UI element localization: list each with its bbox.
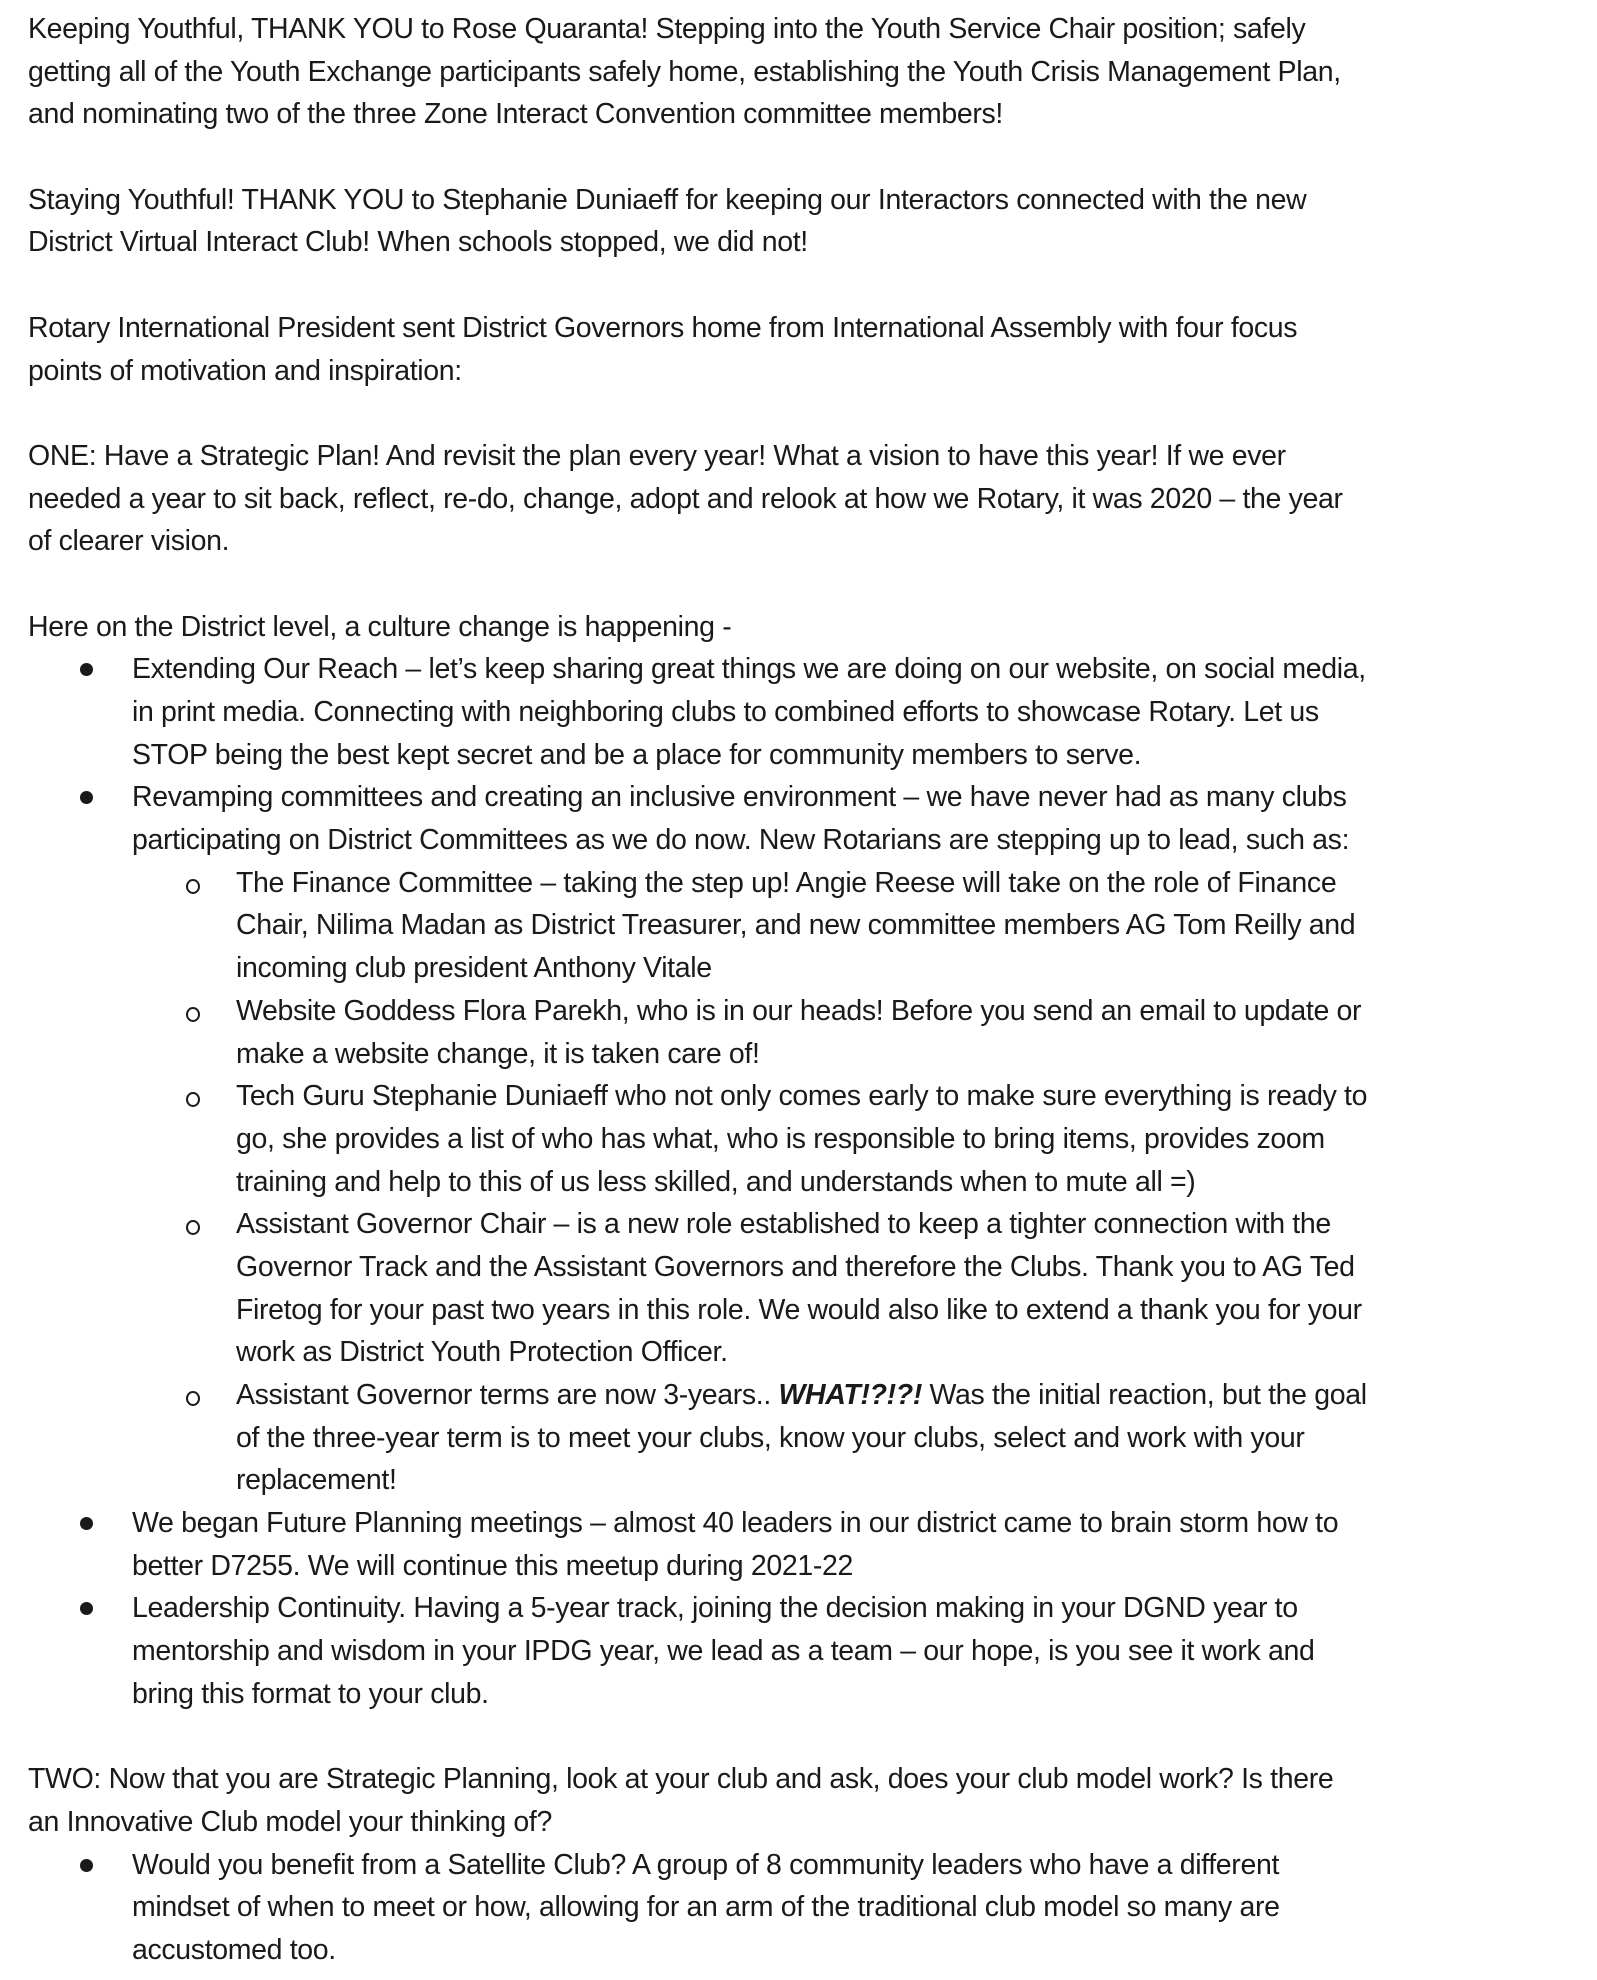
blank-line bbox=[0, 136, 1597, 179]
bullet-dot-icon bbox=[80, 1602, 93, 1615]
bullet-item-extending-reach-cont: STOP being the best kept secret and be a place for community members to serve. bbox=[132, 738, 1142, 771]
bullet-item-revamping-committees: Revamping committees and creating an inclusive environment – we have never had as many clubs bbox=[0, 776, 1597, 819]
paragraph-two-line: an Innovative Club model your thinking of? bbox=[28, 1805, 552, 1838]
bullet-circle-icon bbox=[186, 1092, 200, 1107]
bullet-item-satellite-club-cont: accustomed too. bbox=[132, 1933, 336, 1966]
bullet-circle-icon bbox=[186, 1220, 200, 1235]
bullet-item-revamping-committees-cont: participating on District Committees as we do now. New Rotarians are stepping up to lead, such as: bbox=[132, 824, 1350, 857]
subbullet-item-tech-guru: Tech Guru Stephanie Duniaeff who not only comes early to make sure everything is ready to bbox=[0, 1075, 1597, 1118]
paragraph-one-line: of clearer vision. bbox=[28, 525, 230, 558]
subbullet-item-ag-chair-cont: Governor Track and the Assistant Governors and therefore the Clubs. Thank you to AG Ted bbox=[236, 1250, 1355, 1283]
subbullet-item-ag-terms-cont: of the three-year term is to meet your clubs, know your clubs, select and work with your bbox=[236, 1421, 1305, 1454]
blank-line bbox=[0, 392, 1597, 435]
subbullet-item-ag-chair: Assistant Governor Chair – is a new role established to keep a tighter connection with the bbox=[0, 1203, 1597, 1246]
bullet-circle-icon bbox=[186, 879, 200, 894]
paragraph-ri-president-line: Rotary International President sent District Governors home from International Assembly with four focus bbox=[28, 311, 1298, 344]
blank-line bbox=[0, 1716, 1597, 1759]
bullet-circle-icon bbox=[186, 1391, 200, 1406]
subbullet-item-website-goddess: Website Goddess Flora Parekh, who is in our heads! Before you send an email to update or bbox=[0, 990, 1597, 1033]
paragraph-district-level-line: Here on the District level, a culture change is happening - bbox=[28, 610, 732, 643]
bullet-item-leadership-continuity-cont: mentorship and wisdom in your IPDG year, we lead as a team – our hope, is you see it work and bbox=[132, 1635, 1315, 1668]
subbullet-item-tech-guru-cont: training and help to this of us less skilled, and understands when to mute all =) bbox=[236, 1165, 1196, 1198]
paragraph-keeping-youthful-line: Keeping Youthful, THANK YOU to Rose Quaranta! Stepping into the Youth Service Chair position; safely bbox=[28, 13, 1306, 45]
bullet-item-leadership-continuity: Leadership Continuity. Having a 5-year track, joining the decision making in your DGND year to bbox=[0, 1587, 1597, 1630]
subbullet-item-ag-terms-cont: replacement! bbox=[236, 1464, 397, 1497]
paragraph-two-line: TWO: Now that you are Strategic Planning, look at your club and ask, does your club model work? Is there bbox=[28, 1763, 1334, 1796]
blank-line bbox=[0, 563, 1597, 606]
subbullet-item-finance-committee-cont: incoming club president Anthony Vitale bbox=[236, 952, 712, 985]
paragraph-staying-youthful-line: District Virtual Interact Club! When schools stopped, we did not! bbox=[28, 226, 808, 259]
bullet-dot-icon bbox=[80, 1517, 93, 1530]
paragraph-one-line: needed a year to sit back, reflect, re-do, change, adopt and relook at how we Rotary, it was 2020 – the year bbox=[28, 482, 1343, 515]
paragraph-ri-president-line: points of motivation and inspiration: bbox=[28, 354, 462, 387]
emphasis-text: WHAT!?!?! bbox=[778, 1379, 922, 1411]
paragraph-keeping-youthful-line: getting all of the Youth Exchange participants safely home, establishing the Youth Crisis Management Plan, bbox=[28, 55, 1341, 88]
subbullet-item-finance-committee-cont: Chair, Nilima Madan as District Treasurer, and new committee members AG Tom Reilly and bbox=[236, 909, 1356, 942]
document-page bbox=[0, 8, 1597, 1972]
paragraph-keeping-youthful-line: and nominating two of the three Zone Interact Convention committee members! bbox=[28, 98, 1003, 131]
bullet-item-satellite-club-cont: mindset of when to meet or how, allowing for an arm of the traditional club model so many are bbox=[132, 1891, 1280, 1924]
bullet-item-satellite-club: Would you benefit from a Satellite Club? A group of 8 community leaders who have a different bbox=[0, 1844, 1597, 1887]
subbullet-item-finance-committee: The Finance Committee – taking the step up! Angie Reese will take on the role of Finance bbox=[0, 862, 1597, 905]
bullet-item-future-planning-cont: better D7255. We will continue this meetup during 2021-22 bbox=[132, 1549, 853, 1582]
subbullet-item-ag-chair-cont: work as District Youth Protection Officer. bbox=[236, 1336, 728, 1369]
bullet-dot-icon bbox=[80, 663, 93, 676]
bullet-item-leadership-continuity-cont: bring this format to your club. bbox=[132, 1677, 489, 1710]
bullet-circle-icon bbox=[186, 1007, 200, 1022]
bullet-dot-icon bbox=[80, 1859, 93, 1872]
subbullet-item-tech-guru-cont: go, she provides a list of who has what, who is responsible to bring items, provides zoom bbox=[236, 1122, 1325, 1155]
paragraph-staying-youthful-line: Staying Youthful! THANK YOU to Stephanie Duniaeff for keeping our Interactors connected with the new bbox=[28, 183, 1307, 216]
subbullet-item-ag-chair-cont: Firetog for your past two years in this role. We would also like to extend a thank you for your bbox=[236, 1293, 1362, 1326]
bullet-item-extending-reach: Extending Our Reach – let’s keep sharing great things we are doing on our website, on social media, bbox=[0, 648, 1597, 691]
subbullet-item-website-goddess-cont: make a website change, it is taken care of! bbox=[236, 1037, 760, 1070]
bullet-dot-icon bbox=[80, 791, 93, 804]
blank-line bbox=[0, 264, 1597, 307]
bullet-item-future-planning: We began Future Planning meetings – almost 40 leaders in our district came to brain storm how to bbox=[0, 1502, 1597, 1545]
subbullet-item-ag-terms: Assistant Governor terms are now 3-years.. WHAT!?!?! Was the initial reaction, but the goal bbox=[0, 1374, 1597, 1417]
bullet-item-extending-reach-cont: in print media. Connecting with neighboring clubs to combined efforts to showcase Rotary. Let us bbox=[132, 696, 1319, 728]
paragraph-one-line: ONE: Have a Strategic Plan! And revisit the plan every year! What a vision to have this year! If we ever bbox=[28, 439, 1286, 472]
